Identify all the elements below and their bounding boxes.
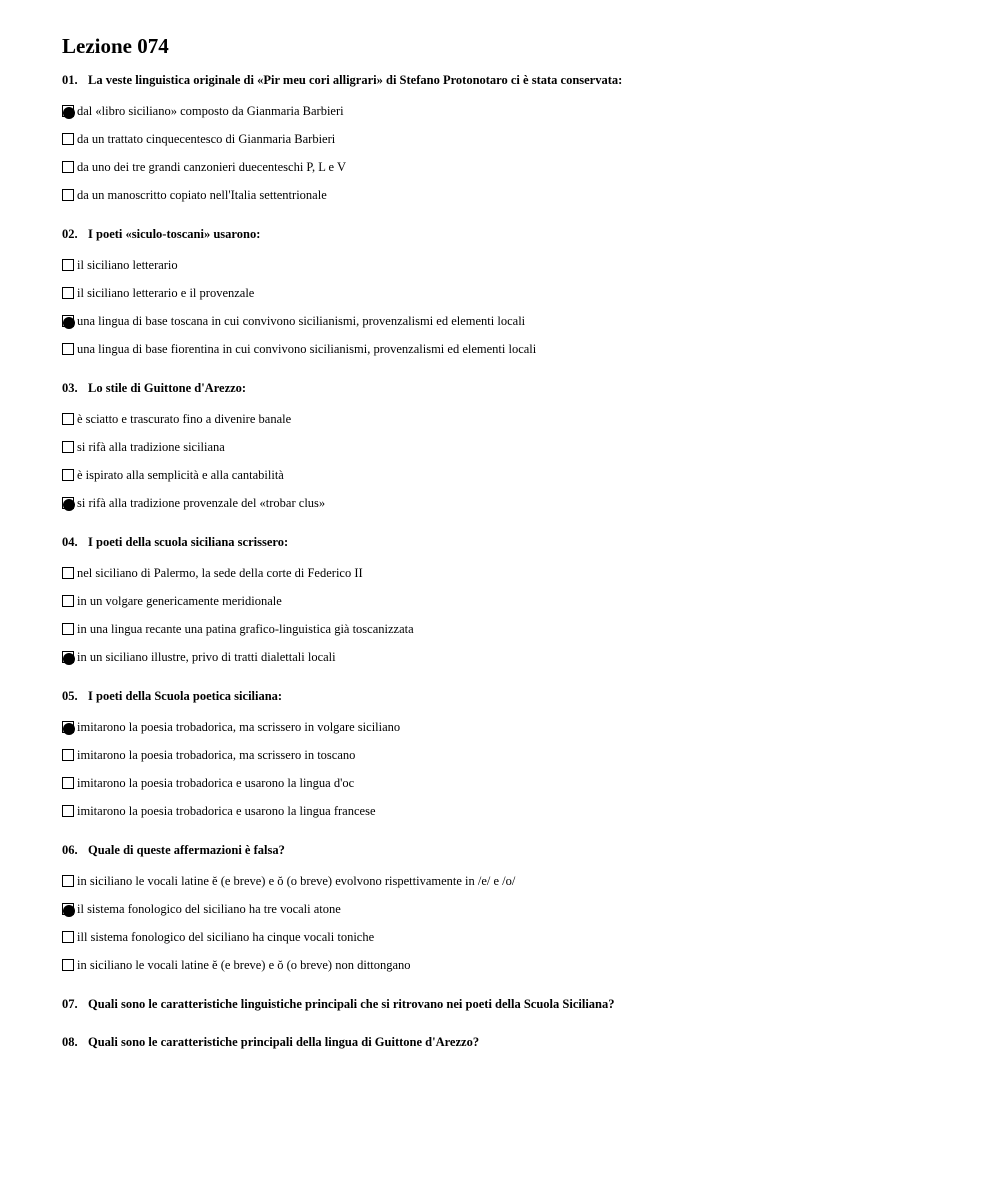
answer-label: da un manoscritto copiato nell'Italia settentrionale [77,188,327,202]
question-number: 06. [62,843,78,857]
answer-label: è ispirato alla semplicità e alla cantabilità [77,468,284,482]
question-heading [62,996,962,1012]
question-heading [62,380,962,396]
answer-option[interactable] [62,559,962,587]
question-02 [62,226,962,363]
answer-option[interactable] [62,867,962,895]
answer-label: una lingua di base fiorentina in cui convivono sicilianismi, provenzalismi ed elementi locali [77,342,537,356]
answer-label: imitarono la poesia trobadorica e usarono la lingua d'oc [77,776,355,790]
answer-option[interactable] [62,923,962,951]
question-number: 04. [62,535,78,549]
answer-label: si rifà alla tradizione provenzale del «trobar clus» [77,496,326,510]
question-heading [62,534,962,550]
answer-option[interactable] [62,951,962,979]
question-text: I poeti della Scuola poetica siciliana: [88,689,283,703]
answer-label: una lingua di base toscana in cui convivono sicilianismi, provenzalismi ed elementi locali [77,314,526,328]
answer-checkbox[interactable] [62,931,74,943]
filled-dot-icon [63,653,75,665]
answer-checkbox[interactable] [62,749,74,761]
question-01 [62,72,962,209]
answer-label: il siciliano letterario [77,258,178,272]
answer-checkbox[interactable] [62,287,74,299]
answer-checkbox[interactable] [62,497,74,509]
answer-label: da uno dei tre grandi canzonieri duecenteschi P, L e V [77,160,347,174]
answer-option[interactable] [62,895,962,923]
answer-checkbox[interactable] [62,875,74,887]
question-list [62,72,962,1050]
answer-checkbox[interactable] [62,777,74,789]
question-text: Quali sono le caratteristiche linguistiche principali che si ritrovano nei poeti della Scuola Siciliana? [88,997,615,1011]
question-text: Lo stile di Guittone d'Arezzo: [88,381,247,395]
answer-option[interactable] [62,713,962,741]
answer-checkbox[interactable] [62,259,74,271]
answer-option[interactable] [62,769,962,797]
answer-option[interactable] [62,489,962,517]
document-page [62,30,962,1072]
answer-label: si rifà alla tradizione siciliana [77,440,225,454]
question-number: 05. [62,689,78,703]
answer-label: in siciliano le vocali latine ĕ (e breve) e ŏ (o breve) non dittongano [77,958,411,972]
answer-label: il siciliano letterario e il provenzale [77,286,255,300]
answer-option[interactable] [62,741,962,769]
answer-checkbox[interactable] [62,105,74,117]
question-heading [62,226,962,242]
answer-label: dal «libro siciliano» composto da Gianmaria Barbieri [77,104,344,118]
answer-label: in siciliano le vocali latine ĕ (e breve) e ŏ (o breve) evolvono rispettivamente in /e/ e /o/ [77,874,516,888]
question-text: I poeti della scuola siciliana scrissero: [88,535,289,549]
answer-option[interactable] [62,587,962,615]
answer-option[interactable] [62,335,962,363]
question-05 [62,688,962,825]
answer-label: il sistema fonologico del siciliano ha tre vocali atone [77,902,341,916]
answer-checkbox[interactable] [62,413,74,425]
filled-dot-icon [63,499,75,511]
question-heading [62,842,962,858]
answer-checkbox[interactable] [62,133,74,145]
question-number: 07. [62,997,78,1011]
question-number: 01. [62,73,78,87]
answer-option[interactable] [62,405,962,433]
answer-label: in una lingua recante una patina grafico-linguistica già toscanizzata [77,622,414,636]
answer-checkbox[interactable] [62,651,74,663]
answer-option[interactable] [62,97,962,125]
answer-checkbox[interactable] [62,469,74,481]
question-text: La veste linguistica originale di «Pir meu cori alligrari» di Stefano Protonotaro ci è stata conservata: [88,73,623,87]
answer-option[interactable] [62,433,962,461]
filled-dot-icon [63,905,75,917]
answer-checkbox[interactable] [62,315,74,327]
answer-label: in un volgare genericamente meridionale [77,594,282,608]
answer-option[interactable] [62,125,962,153]
answer-option[interactable] [62,153,962,181]
question-heading [62,72,962,88]
question-08 [62,1034,962,1050]
answer-checkbox[interactable] [62,441,74,453]
answer-option[interactable] [62,797,962,825]
question-07 [62,996,962,1012]
answer-checkbox[interactable] [62,161,74,173]
filled-dot-icon [63,317,75,329]
answer-checkbox[interactable] [62,805,74,817]
answer-checkbox[interactable] [62,903,74,915]
answer-label: è sciatto e trascurato fino a divenire banale [77,412,292,426]
question-text: Quali sono le caratteristiche principali della lingua di Guittone d'Arezzo? [88,1035,480,1049]
answer-label: da un trattato cinquecentesco di Gianmaria Barbieri [77,132,336,146]
question-number: 08. [62,1035,78,1049]
question-heading [62,688,962,704]
answer-option[interactable] [62,279,962,307]
answer-option[interactable] [62,643,962,671]
answer-checkbox[interactable] [62,189,74,201]
question-number: 02. [62,227,78,241]
answer-option[interactable] [62,461,962,489]
answer-checkbox[interactable] [62,595,74,607]
answer-label: imitarono la poesia trobadorica e usarono la lingua francese [77,804,376,818]
answer-checkbox[interactable] [62,721,74,733]
question-heading [62,1034,962,1050]
answer-option[interactable] [62,615,962,643]
filled-dot-icon [63,723,75,735]
answer-label: imitarono la poesia trobadorica, ma scrissero in toscano [77,748,356,762]
answer-checkbox[interactable] [62,959,74,971]
question-text: Quale di queste affermazioni è falsa? [88,843,285,857]
question-06 [62,842,962,979]
page-title: Lezione 074 [62,34,169,58]
filled-dot-icon [63,107,75,119]
answer-checkbox[interactable] [62,343,74,355]
answer-label: in un siciliano illustre, privo di tratti dialettali locali [77,650,336,664]
answer-option[interactable] [62,181,962,209]
question-text: I poeti «siculo-toscani» usarono: [88,227,261,241]
question-number: 03. [62,381,78,395]
question-03 [62,380,962,517]
answer-option[interactable] [62,307,962,335]
answer-label: nel siciliano di Palermo, la sede della corte di Federico II [77,566,363,580]
answer-label: imitarono la poesia trobadorica, ma scrissero in volgare siciliano [77,720,401,734]
question-04 [62,534,962,671]
answer-option[interactable] [62,251,962,279]
answer-checkbox[interactable] [62,567,74,579]
answer-checkbox[interactable] [62,623,74,635]
answer-label: ill sistema fonologico del siciliano ha cinque vocali toniche [77,930,375,944]
